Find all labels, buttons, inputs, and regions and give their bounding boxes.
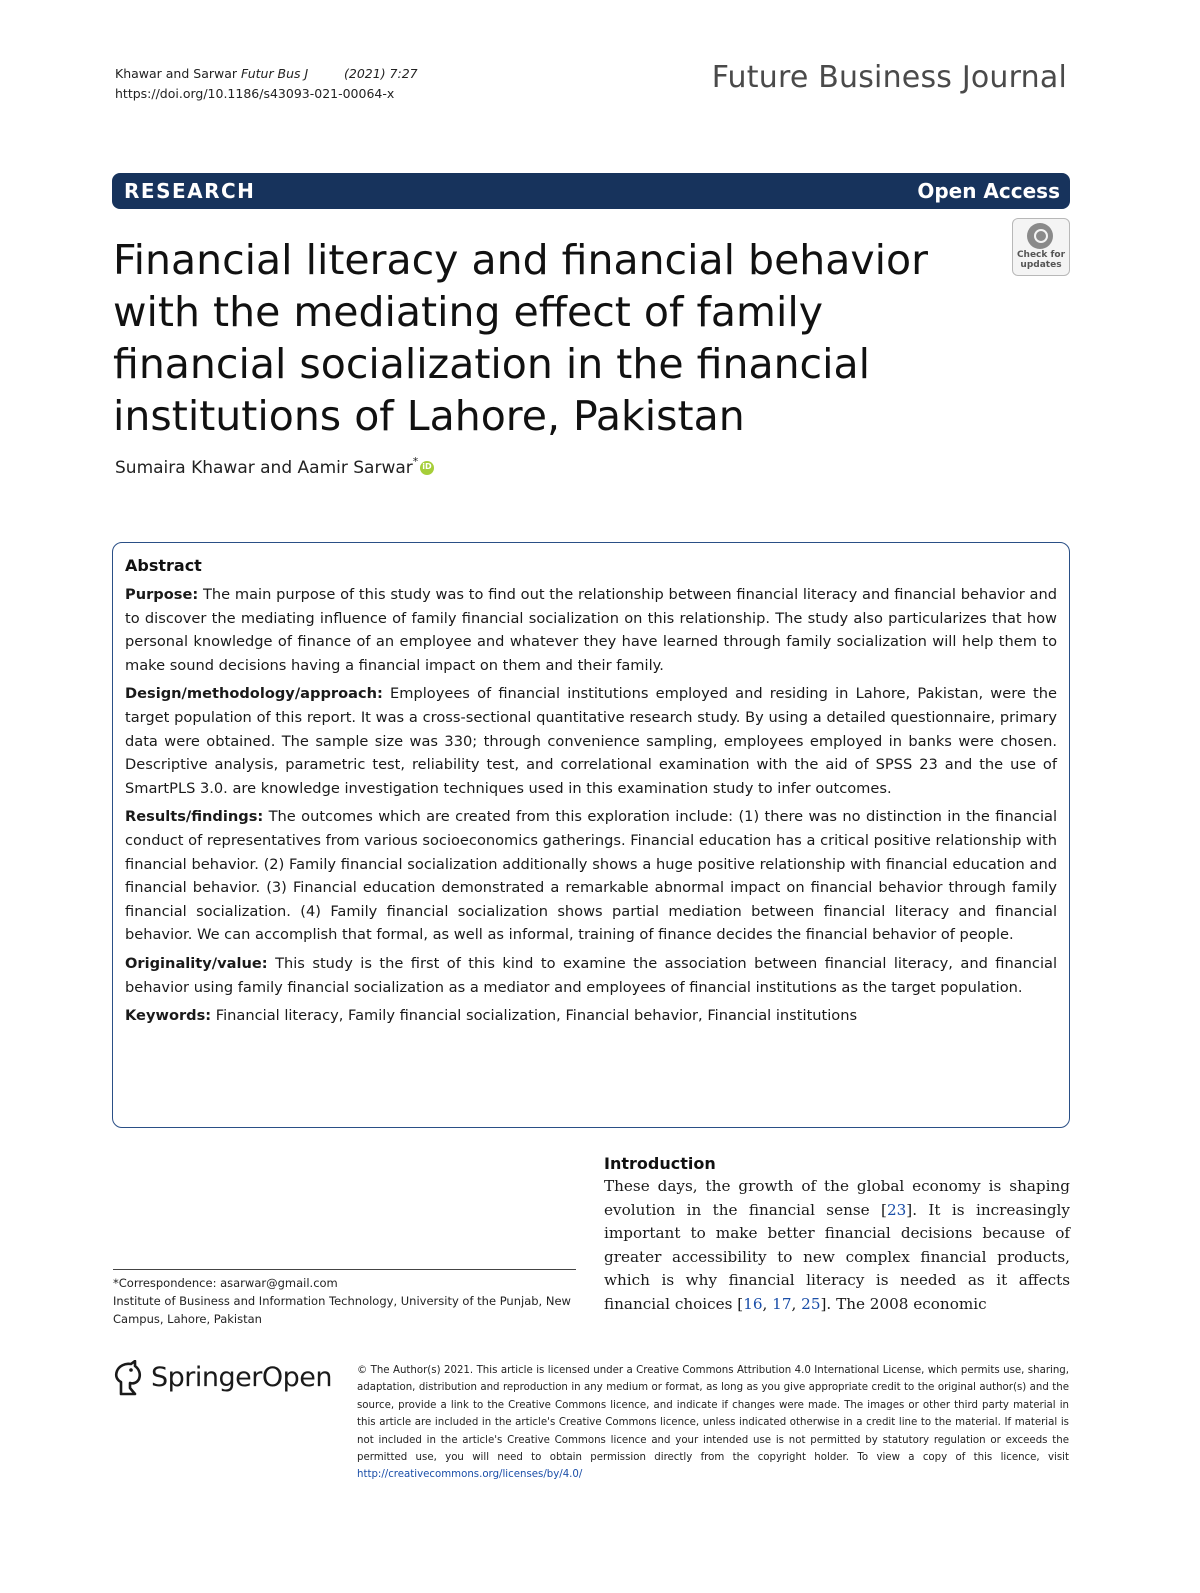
introduction-paragraph (604, 1175, 1070, 1317)
introduction-heading: Introduction (604, 1154, 716, 1173)
doi-link[interactable]: https://doi.org/10.1186/s43093-021-00064-x (115, 86, 395, 101)
corresponding-author-mark: * (412, 455, 419, 468)
citation-authors: Khawar and Sarwar (115, 66, 238, 81)
abstract-design (125, 682, 1057, 800)
intro-text: ]. The 2008 economic (820, 1294, 987, 1313)
abstract-box (112, 542, 1070, 1128)
open-access-label: Open Access (917, 179, 1060, 203)
citation-ref[interactable]: 17 (772, 1294, 792, 1313)
abstract-section-label: Originality/value: (125, 954, 268, 972)
journal-name: Future Business Journal (711, 60, 1067, 95)
check-for-updates-badge[interactable] (1012, 218, 1070, 276)
abstract-section-label: Keywords: (125, 1007, 212, 1025)
abstract-heading: Abstract (125, 556, 202, 575)
correspondence-email: *Correspondence: asarwar@gmail.com (113, 1276, 338, 1290)
abstract-purpose (125, 583, 1057, 677)
license-link[interactable]: http://creativecommons.org/licenses/by/4.0/ (357, 1469, 583, 1481)
orcid-icon[interactable] (420, 461, 434, 475)
footnote (113, 1274, 583, 1328)
abstract-originality (125, 952, 1057, 999)
footnote-divider (113, 1269, 576, 1270)
check-for-updates-icon (1027, 223, 1053, 249)
introduction-section (604, 1153, 1070, 1317)
citation-block (115, 64, 418, 104)
ref-separator: , (791, 1294, 802, 1313)
abstract-section-label: Purpose: (125, 586, 199, 603)
springer-open-wordmark: SpringerOpen (151, 1362, 332, 1393)
article-title: Financial literacy and financial behavior with the mediating effect of family financial socialization in the financial institutions of Lahore, Pakistan (113, 236, 928, 440)
citation-journal: Futur Bus J (241, 66, 309, 81)
author-names: Sumaira Khawar and Aamir Sarwar (115, 458, 413, 478)
intro-text: These days, the growth of the global economy is shaping evolution in the financial sense [ (604, 1177, 1070, 1219)
abstract-section-text: This study is the first of this kind to examine the association between financial literacy, and financial behavior using family financial socialization as a mediator and employees of financial institutions as the target population. (125, 954, 1058, 996)
abstract-section-label: Design/methodology/approach: (125, 685, 383, 703)
author-list (115, 455, 434, 478)
check-for-updates-label: Check for updates (1016, 250, 1066, 270)
citation-ref[interactable]: 16 (743, 1294, 763, 1313)
abstract-section-text: Employees of financial institutions employed and residing in Lahore, Pakistan, were the target population of this report. It was a cross-sectional quantitative research study. By using a detailed questionnaire, primary data were obtained. The sample size was 330; through convenience sampling, employees employed in banks were chosen. Descriptive analysis, parametric test, reliability test, and correlational examination with the aid of SPSS 23 and the use of SmartPLS 3.0. are knowledge investigation techniques used in this examination study to infer outcomes. (125, 685, 1057, 797)
abstract-section-text: The outcomes which are created from this exploration include: (1) there was no distinction in the financial conduct of representatives from various socioeconomics gatherings. Financial education has a critical positive relationship with financial behavior. (2) Family financial socialization additionally shows a huge positive relationship with financial education and financial behavior. (3) Financial education demonstrated a remarkable abnormal impact on financial behavior through family financial socialization. (4) Family financial socialization shows partial mediation between financial literacy and financial behavior. We can accomplish that formal, as well as informal, training of finance decides the financial behavior of people. (125, 808, 1057, 944)
abstract-keywords (125, 1004, 1057, 1028)
article-type-label: RESEARCH (124, 179, 256, 203)
abstract-results (125, 805, 1057, 947)
springer-horse-icon (113, 1360, 143, 1396)
ref-separator: , (762, 1294, 773, 1313)
citation-year-volume: (2021) 7:27 (344, 66, 418, 81)
citation-line (115, 64, 418, 84)
abstract-section-text: The main purpose of this study was to find out the relationship between financial literacy and financial behavior and to discover the mediating influence of family financial socialization on this relationship. The study also particularizes that how personal knowledge of finance of an employee and whatever they have learned through family socialization will help them to make sound decisions having a financial impact on them and their family. (125, 586, 1057, 674)
license-text: © The Author(s) 2021. This article is licensed under a Creative Commons Attribution 4.0 International License, which permits use, sharing, adaptation, distribution and reproduction in any medium or format, as long as you give appropriate credit to the original author(s) and the source, provide a link to the Creative Commons licence, and indicate if changes were made. The images or other third party material in this article are included in the article's Creative Commons licence, unless indicated otherwise in a credit line to the material. If material is not included in the article's Creative Commons licence and your intended use is not permitted by statutory regulation or exceeds the permitted use, you will need to obtain permission directly from the copyright holder. To view a copy of this licence, visit (357, 1365, 1069, 1464)
abstract-section-label: Results/findings: (125, 808, 264, 826)
article-type-banner (112, 173, 1070, 209)
license-statement (357, 1362, 1069, 1484)
author-affiliation: Institute of Business and Information Technology, University of the Punjab, New Campus, Lahore, Pakistan (113, 1294, 571, 1326)
abstract-section-text: Financial literacy, Family financial socialization, Financial behavior, Financial institutions (215, 1007, 858, 1025)
citation-ref[interactable]: 23 (886, 1200, 907, 1219)
citation-ref[interactable]: 25 (801, 1294, 821, 1313)
intro-text: ]. It is increasingly important to make better financial decisions because of greater accessibility to new complex financial products, which is why financial literacy is needed as it affects financial choices [ (604, 1200, 1070, 1313)
